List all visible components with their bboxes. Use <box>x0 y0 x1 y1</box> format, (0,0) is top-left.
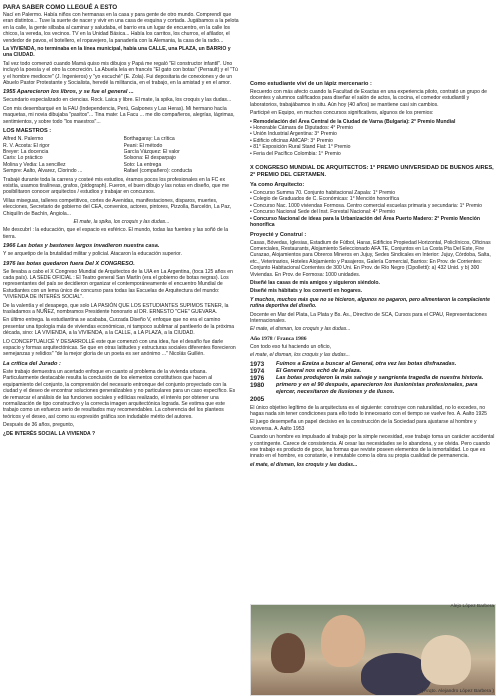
person-figure <box>271 633 305 673</box>
paragraph-friends: Diseñé las casas de mis amigos y siguieron siéndolo. <box>250 279 380 286</box>
paragraph-vivienda: La VIVIENDA, no terminaba en la línea municipal, había una CALLE, una PLAZA, un BARRIO y una CIUDAD. <box>3 46 231 59</box>
paragraph-built: Casas, Bóvedas, Iglesias, Estadium de Fútbol, Haras, Edificios Propiedad Horizontal, Policlínicos, Oficinas Comerciales, Restaurants, Alojamiento Seleccionado AFA TE, Conjuntos en La Costa Pta Del Este, Fire Curazao, Alojamientos para Obreros Mineros en Jujuy, Sedes Sindicales en Interior: Jujuy, Córdoba, Salta, etc., Veterinarios, Hoteles Alojamiento y Pasajeros, Galería Comercial, Barrios: En Prov. de Corrientes: Conjunto Habitacional Corrientes de 300 Uni. En Prov. de Río Negro (Cipolletti): a) 432 Unid. y b) 300 Viviendas. En Prov. de Formosa: 1000 unidades. <box>250 239 491 278</box>
heading-student: Como estudiante viví de un lápiz mercenario : <box>250 81 372 87</box>
paragraph-discovery: Me descubrí : la educación, que el espacio es esférico. El mundo, todas las fuentes y las soñó de la tierra. <box>3 227 229 240</box>
heading-years: Año 1978 / Franca 1986 <box>250 335 307 342</box>
family-photo <box>250 604 496 696</box>
timeline-year: 1976 <box>250 374 265 382</box>
timeline-year: 1973 <box>250 360 265 368</box>
prize-item: • Feria del Pacífico Colombia: 1° Premio <box>250 150 341 157</box>
prize-item: • 81° Exposición Rural Stand Fiat: 1° Premio <box>250 144 351 151</box>
paragraph-militar: Y se arquetipo de la brutalidad militar y policial. Atacaron la educación superior. <box>3 251 182 258</box>
prizes2-list <box>250 190 496 228</box>
prize-item: • Remodelación del Área Central de la Ciudad de Varna (Bulgaria): 2° Premio Mundial <box>250 118 456 125</box>
paragraph-question: ¿DE INTERÉS SOCIAL LA VIVIENDA ? <box>3 430 96 437</box>
photo-caption-top: Alejo López Barbera <box>450 604 494 609</box>
paragraph-passion: De la valentía y el desapego, que solo LA PASIÓN QUE LOS ESTUDIANTES SUPIMOS TENER, la trasladamos a NUÑEZ, nombramos Presidente honorario al DR. ERNESTO "CHE" GUEVARA. <box>3 302 229 316</box>
prize-item: • Concurso Summa 70. Conjunto habitacional Zapala: 1° Premio <box>250 190 396 197</box>
paragraph-many-more: Y muchos, muchos más que no se hicieron, algunos no pagaron, pero alimentaron la complaciente rutina deportiva del diseño. <box>250 296 490 310</box>
prize-item: • Honorable Cámara de Diputados: 4° Premio <box>250 125 353 132</box>
master-item: Borthagaray: La crítica <box>123 136 175 143</box>
paragraph-habitats: Diseñé mis hábitats y los convertí en hogares. <box>250 288 363 295</box>
master-item: Sempre: Aalto, Álvarez, Clorindo ... <box>3 168 83 175</box>
paragraph-jury: Este trabajo demuestra un acertado enfoque en cuanto al problema de la vivienda urbana. Particularmente destacable resulta la conclusión de los elementos constitutivos que hacen al equipamiento del conjunto, la comprensión del necesario entronque del conjunto proyectado con la ciudad y el deseo de encontrar soluciones generalizables y no particulares para un caso específico. Es de remarcar el análisis de las funciones sociales y edilicias realizado, el interés por obtener una normalización de tipo constructivo y la correcta imagen arquitectónica lograda. Se estima que este trabajo como un esfuerzo serio de resultados muy recomendables. La coherencia del los planteos teóricos y el deseo, así como su expresión gráfica son indudable mérito del autores. <box>3 368 236 420</box>
photo-caption-author: ( Arqto. Alejandro López Barbera ) <box>421 689 494 694</box>
prize-item: • Concurso Nac. 1000 viviendas Formosa. Centro comercial escuelas primaria y secundaria: 1° Premio <box>250 202 483 209</box>
paragraph-aalto-2: El juego desempeña un papel decisivo en la construcción de la Sociedad para ajustarse al hombre y viceversa. A. Aalto 1953 <box>250 419 477 432</box>
timeline <box>250 361 496 403</box>
paragraph-team: Participé en Equipo, en muchos concursos significativos, algunos de los premios: <box>250 110 434 117</box>
prizes-list <box>250 119 496 157</box>
timeline-row <box>250 396 496 403</box>
heading-origin: PARA SABER COMO LLEGUÉ A ESTO <box>3 4 118 11</box>
master-item: Caris: Lo práctico <box>3 155 43 162</box>
prize-item: • Unión Industrial Argentina: 3° Premio <box>250 131 337 138</box>
right-column <box>244 0 500 700</box>
paragraph-work: Cuando un hombre es impulsado al trabajo por la simple necesidad, ese trabajo toma un carácter accidental y contingente. Carece de consistencia. Al cesar las necesidades se lo abandona, y se olvida. Pero cuando ese trabajo es producto de goce, las formas que reviste poseen elementos de la inmortalidad. Lo que es innato en el hombre, es constante, e inmutable como la obra su propia cualidad de permanencia. <box>250 434 495 460</box>
master-item: Peani: El método <box>123 142 163 149</box>
paragraph-fau: Con mis desembarqué en la FAU (Independencia, Perú, Galpones y Las Heras). Mi hermano hacía maquetas, mi novia dibujaba "pasitos"... Tina mate: La Facu ... me dio compañeros, alegrías, lágrimas, sentimientos, y sobre todo "los maestros"... <box>3 105 235 125</box>
master-item: Solsona: El desparpajo <box>123 155 176 162</box>
timeline-row <box>250 368 496 375</box>
timeline-row <box>250 361 496 368</box>
timeline-text: El General nos echó de la plaza. <box>276 367 362 374</box>
heading-x-congress: X CONGRESO MUNDIAL DE ARQUITECTOS: 1° PREMIO UNIVERSIDAD DE BUENOS AIRES, 2° PREMIO DEL CERTAMEN. <box>250 165 494 179</box>
timeline-row <box>250 382 496 396</box>
prize-item: • Colegio de Graduados de C. Económicas: 1° Mención honorífica <box>250 196 400 203</box>
paragraph-secondary: Secundario especializado en ciencias. Rock. Laica y libre. El mate, la spika, los croquis y las dudas... <box>3 97 232 104</box>
paragraph-craft: Con todo eso fui haciendo un oficio, <box>250 343 331 350</box>
heading-jury: La crítica del Jurado : <box>3 360 61 367</box>
paragraph-congress: Se llevaba a cabo el X Congreso Mundial de Arquitectos de la UIA en La Argentina, (toca 125 años en cada país). LA SEDE OFICIAL : El Teatro general San Martín (era el gobierno de botas negras). Los representantes del país se decidieron organizar el contemporáneamente el encuentro Mundial de Estudiantes con un lema único de concurso para todas las Escuelas de Arquitectura del mundo: "VIVIENDA DE INTERÉS SOCIAL". <box>3 268 233 301</box>
timeline-text: primero y en el 90 después, aparecieron los ilusionistas profesionales, para ejercer, necesitaron de ilusiones y de ilusos. <box>276 381 478 395</box>
prize-item: • Edificio oficinas AMCAP: 3° Premio <box>250 137 333 144</box>
paragraph-teaching: Docente en Mar del Plata, La Plata y Bs. As., Directivo de SCA, Cursos para el CPAU, Representaciones Internacionales. <box>250 311 487 324</box>
timeline-year: 2005 <box>250 395 265 403</box>
master-item: Rafael (compañero): conducta <box>123 168 193 175</box>
heading-1976-congress: 1976 las botas quedaron fuera Del X CONGRESO. <box>3 260 135 267</box>
paragraph-villas: Villas miseguas, talleres competitivos, cortes de Avenidas, manifestaciones, disparos, muertes, elecciones, Secretario de gobierno del CEA, convenios, actores, pintores, Pizzolla, Barcelón, La Paz, Chiquilín de Bachín, Angiola... <box>3 197 232 217</box>
paragraph-question-intro: Después de 36 años, pregunto, <box>3 422 75 429</box>
heading-masters: LOS MAESTROS : <box>3 128 52 135</box>
prize-item: • Concurso Nacional de ideas para la Urbanización del Área Puerto Madero: 2° Premio Mención honorífica <box>250 215 480 229</box>
masters-list <box>3 136 240 174</box>
refrain-line: el mate, el disman, los croquis y las dudas... <box>250 461 358 468</box>
timeline-text: Las botas produjeron la más salvaje y sangrienta tragedia de nuestra historia. <box>276 374 484 381</box>
paragraph-delivery: En último entrega. la estudiantina se acababa, Curzada Diseño V, enfoque que no era el camino presentar una tipología más de viviendas económicas, ni tampoco sublimar al pantleerlo de la próxima década, sino: LA VIVIENDA, a la VIVIENDA, a la CALLE, a LA PLAZA, a la CIUDAD. <box>3 317 235 337</box>
master-item: R. V. Acosta: El rigor <box>3 142 50 149</box>
left-column <box>0 0 244 700</box>
refrain-line: El mate, el disman, los croquis y las dudas... <box>250 326 351 333</box>
heading-built: Proyecté y Construí : <box>250 231 307 238</box>
timeline-year: 1980 <box>250 381 265 389</box>
heading-1966: 1966 Las botas y bastones largos invadieron nuestra casa. <box>3 243 160 250</box>
master-item: Molina y Vedia: La sencillez <box>3 161 66 168</box>
timeline-text: Fuimos a Ezeiza a buscar al General, otra vez las botas disfrazadas. <box>276 360 457 367</box>
master-item: García Vázquez: El valor <box>123 148 180 155</box>
master-item: Alfred N. Palermo <box>3 136 44 143</box>
heading-architect: Ya como Arquitecto: <box>250 182 305 189</box>
heading-1955: 1955 Aparecieron los libros, y se fue el general ... <box>3 89 134 96</box>
paragraph-exactas: Recuerdo con más afecto cuando la Facultad de Exactas en una experiencia piloto, contrató un grupo de docentes y alumnos calificados para diseñar el salón de actos, la cocina, el comedor estudiantil y laboratorios, trabajábamos in situ. Aún hoy (40 años) se mantiene casi sin cambios. <box>250 89 488 108</box>
master-item: Breyer: La docencia <box>3 148 49 155</box>
paragraph-aalto-1: El único objetivo legítimo de la arquitectura es el siguiente: construye con naturalidad, no lo excedes, no hagas nada sin tener condiciones para ello todo lo innecesario con el tiempo se vuelve feo. A. Aalto 1925 <box>250 404 488 417</box>
person-figure <box>421 635 471 685</box>
paragraph-family: Tal vez todo comenzó cuando Mamá quiso mis dibujos y Papá me regaló "El constructor infantil". Uno incluyó la poesía y el otro la concreción. La Abuela leía en francés "El gato con botas" (Perrault) y el "Tú y el hombre mediocre" (J. Ingenieros) y "yo escuché" (E. Zola). Fui depositaria de conexiones y de un Abuelo Pastor Protestante y Socialista, heredé la militancia, en el trabajo, en la amistad y en el amor. <box>3 60 238 87</box>
master-item: Soto: La entrega <box>123 161 162 168</box>
paragraph-childhood: Nací en Palermo. Había niños con hermanas en la casa y para gente de otro mundo. Comprendí que eran distintos... Tuve la suerte de nacer y vivir en una casa de esquina y cortada. Jugábamos a la pelota en la calle, la gente silbaba al caminar y saludaba, el barrio era un lugar de encuentro, en la calle los chicos, la vereda, los vecinos. TV en la Unidad Básica... Había los carritos, los churros, el afilador, el vendedor de pavos, el botellero, el ropavejero, la panadería con la Alemania, la casa de la radio... <box>3 12 239 44</box>
refrain-line: El mate, la spika, los croquis y las dudas... <box>73 218 170 225</box>
prize-item: • Concurso Nacional Sede del Inst. Forestal Nacional: 4° Premio <box>250 209 396 216</box>
person-figure <box>321 615 365 667</box>
paragraph-concept: LO CONCEPTUALICÉ Y DESARROLLÉ este que comenzó con una idea, fue el desafío fue darle espacio y formas arquitectónicas. Se que en otras latitudes y estructuras sociales diferentes florecieron semejanzas y relidios" "de la mejor gloria de un poeta es ser anónimo ..." Nicolás Guillén. <box>3 338 236 358</box>
refrain-line: el mate, el disman, los croquis y las dudas... <box>250 352 350 359</box>
timeline-row <box>250 375 496 382</box>
timeline-year: 1974 <box>250 367 265 375</box>
paragraph-career: Trabajé durante toda la carrera y costeé mis estudios, éramos pocos los profesionales en la FC ex existía, usamos tiralíneas, grafos, (pidograph). Fueron, el buen dibujo y las notas en diseño, que me posibilitaron conocer arquitectos / estudios y trabajar en concursos. <box>3 176 229 196</box>
